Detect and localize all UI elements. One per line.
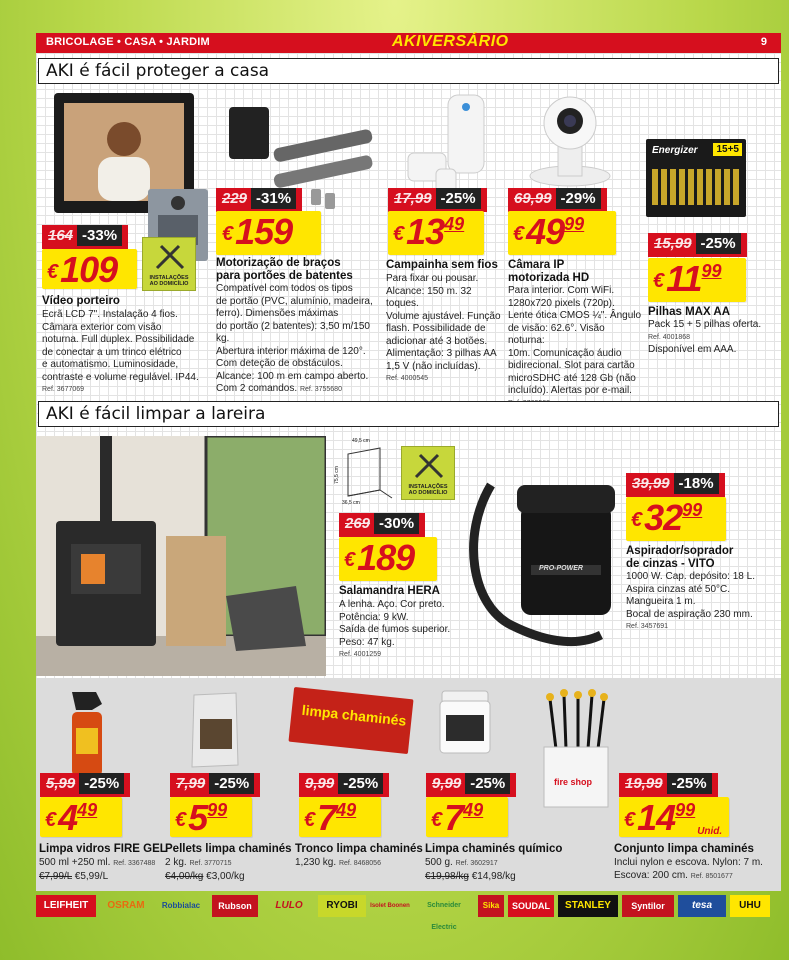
vac-desc-1: 1000 W. Cap. depósito: 18 L.: [626, 571, 755, 582]
motor-price: [216, 211, 321, 255]
chem-ref: Ref. 3602917: [455, 860, 498, 867]
camera-desc-6: bidirecional. Slot para cartão: [508, 360, 635, 371]
stove-dim-height: 75,5 cm: [333, 466, 340, 484]
bell-discount: -25%: [436, 188, 481, 209]
vacuum-label: PRO-POWER: [539, 565, 583, 572]
pellets-unit-now: €3,00/kg: [206, 870, 245, 882]
chem-desc: [425, 857, 555, 883]
chem-price: [426, 797, 508, 837]
bell-desc-4: flash. Possibilidade de: [386, 323, 486, 334]
pellets-desc: [165, 857, 290, 883]
glass-unit-was: €7,99/L: [39, 870, 72, 882]
motor-desc-4: do portão (2 batentes): 3,50 m/150 kg.: [216, 320, 370, 344]
badge-line1: INSTALAÇÕES: [149, 275, 189, 281]
stove-desc-4: Peso: 47 kg.: [339, 636, 395, 648]
log-currency: €: [304, 809, 316, 831]
log-price-dec: 49: [336, 800, 357, 820]
bell-desc-6: Alimentação: 3 pilhas AA: [386, 348, 497, 359]
ash-vacuum-image: [461, 455, 626, 650]
bell-name: Campainha sem fios: [386, 259, 498, 271]
pellets-currency: €: [175, 809, 187, 831]
motor-desc-3: ferro). Dimensões máximas: [216, 308, 339, 319]
motor-old-value: 229: [222, 190, 248, 207]
bell-desc-3: Volume ajustável. Função: [386, 310, 501, 322]
kit-unit: Unid.: [697, 826, 723, 837]
stove-price: [339, 537, 437, 581]
camera-name: [508, 259, 589, 285]
glass-desc-1: 500 ml +250 ml.: [39, 857, 111, 868]
brand-logo-10: STANLEY: [558, 895, 618, 917]
chem-price-dec: 49: [463, 800, 484, 820]
pellets-discount: -25%: [209, 773, 254, 794]
chimney-chemical-image: [436, 689, 494, 755]
camera-name-1: Câmara IP: [508, 259, 565, 271]
camera-desc: [508, 285, 643, 410]
vac-desc-4: Bocal de aspiração 230 mm.: [626, 608, 753, 620]
kit-old-price: [619, 773, 718, 797]
stove-desc-2: Potência: 9 kW.: [339, 611, 409, 623]
glass-price: [40, 797, 122, 837]
stove-old-value: 269: [345, 515, 371, 532]
batt-price: [648, 258, 746, 302]
video-ref: Ref. 3677069: [42, 386, 85, 393]
stove-dimensions: [333, 438, 396, 508]
ip-camera-image: [520, 91, 620, 191]
batteries-image: [646, 139, 746, 217]
chem-unit-now: €14,98/kg: [471, 870, 516, 882]
batt-desc-2: Disponível em AAA.: [648, 344, 737, 355]
vac-desc-2: Aspira cinzas até 50°C.: [626, 583, 731, 595]
motor-old-price: [216, 188, 302, 212]
video-desc-4: de conectar a um trinco elétrico: [42, 346, 182, 358]
log-name: Tronco limpa chaminés: [295, 843, 423, 855]
vac-discount: -18%: [674, 473, 719, 494]
camera-desc-8: incluído). Alertas por e-mail.: [508, 385, 632, 396]
bell-desc-1: Para fixar ou pousar.: [386, 273, 479, 284]
brand-logo-6: Isolet Boonen: [370, 903, 410, 909]
vac-desc-3: Mangueira 1 m.: [626, 596, 696, 607]
bell-desc-7: 1,5 V (não incluídas).: [386, 360, 481, 372]
vac-name-2: de cinzas - VITO: [626, 558, 715, 570]
batt-price-dec: 99: [701, 261, 722, 281]
brand-logo-2: Robbialac: [161, 901, 201, 910]
kit-desc-2: Escova: 200 cm.: [614, 869, 688, 881]
glass-cleaner-image: [62, 688, 112, 778]
batt-old-price: [648, 233, 747, 257]
chemical-tub-icon: [436, 689, 494, 755]
glass-old-value: 5,99: [46, 775, 76, 792]
pellets-old-value: 7,99: [176, 775, 206, 792]
header-bar: [36, 33, 781, 53]
kit-price-dec: 99: [675, 800, 696, 820]
video-discount: -33%: [77, 225, 122, 246]
kit-name: Conjunto limpa chaminés: [614, 843, 754, 855]
stove-old-price: [339, 513, 425, 537]
log-price: [299, 797, 381, 837]
chem-price-int: 7: [444, 797, 464, 838]
stove-dim-depth: 36,5 cm: [342, 500, 360, 506]
camera-desc-1: Para interior. Com WiFi.: [508, 285, 615, 296]
camera-name-2: motorizada HD: [508, 272, 590, 284]
video-desc: [42, 309, 212, 397]
ip-camera-icon: [520, 91, 620, 191]
install-badge-1: [142, 237, 196, 291]
video-currency: €: [47, 261, 59, 283]
pellets-price-dec: 99: [207, 800, 228, 820]
video-desc-6: contraste e volume regulável. IP44.: [42, 371, 199, 383]
camera-desc-5: 10m. Comunicação áudio: [508, 347, 622, 359]
pellets-bag-icon: [188, 689, 243, 769]
bell-currency: €: [393, 223, 405, 245]
batt-name: Pilhas MAX AA: [648, 306, 731, 318]
batt-ref: Ref. 4001868: [648, 333, 691, 341]
motor-desc-8: Com 2 comandos.: [216, 383, 298, 394]
stove-name: Salamandra HERA: [339, 585, 440, 597]
category-label: BRICOLAGE • CASA • JARDIM: [46, 36, 210, 48]
kit-price: [619, 797, 729, 837]
log-discount: -25%: [338, 773, 383, 794]
brand-logo-8: Sika: [478, 895, 504, 917]
camera-price: [508, 211, 616, 255]
log-desc-1: 1,230 kg.: [295, 857, 337, 868]
chem-old-price: [426, 773, 516, 797]
pellets-old-price: [170, 773, 260, 797]
camera-desc-4: de visão: 62.6°. Visão noturna:: [508, 322, 605, 346]
kit-price-int: 14: [637, 797, 676, 838]
vac-name: [626, 545, 733, 571]
bell-desc-5: adicionar até 3 botões.: [386, 335, 488, 347]
brand-title: AKIVERSÁRIO: [392, 33, 509, 50]
motor-name-2: para portões de batentes: [216, 270, 353, 282]
section-title-fireplace: AKI é fácil limpar a lareira: [38, 401, 779, 427]
kit-desc-1: Inclui nylon e escova. Nylon: 7 m.: [614, 857, 763, 868]
brand-logo-5: RYOBI: [318, 895, 366, 917]
motor-price-int: 159: [235, 211, 293, 252]
chem-desc-1: 500 g.: [425, 857, 453, 868]
camera-desc-7: microSDHC até 128 Gb (não: [508, 372, 636, 384]
kit-old-value: 19,99: [625, 775, 663, 792]
bell-old-value: 17,99: [394, 190, 432, 207]
video-desc-3: noturna. Full duplex. Possibilidade: [42, 334, 195, 345]
brand-logo-0: LEIFHEIT: [36, 895, 96, 917]
bell-price: [388, 211, 484, 255]
batt-old-value: 15,99: [654, 235, 692, 252]
video-name: Vídeo porteiro: [42, 295, 120, 307]
batt-desc: [648, 319, 773, 357]
camera-discount: -29%: [556, 188, 601, 209]
bell-price-int: 13: [406, 211, 445, 252]
camera-old-value: 69,99: [514, 190, 552, 207]
tools-icon: [143, 238, 197, 278]
battery-pack-brand: Energizer: [652, 145, 698, 156]
kit-ref: Ref. 8501677: [690, 872, 733, 880]
chem-old-value: 9,99: [432, 775, 462, 792]
motor-desc: [216, 283, 386, 397]
vac-desc: [626, 571, 776, 634]
tools-icon: [402, 447, 456, 487]
spray-bottle-icon: [62, 688, 112, 778]
glass-old-price: [40, 773, 130, 797]
stove-currency: €: [344, 549, 356, 571]
batteries-icon: [646, 139, 746, 217]
log-old-price: [299, 773, 389, 797]
motor-name: [216, 257, 353, 283]
section-title-protect: AKI é fácil proteger a casa: [38, 58, 779, 84]
bell-ref: Ref. 4000545: [386, 375, 429, 382]
vac-old-price: [626, 473, 725, 497]
chimney-kit-image: [536, 689, 616, 809]
camera-desc-2: 1280x720 pixels (720p).: [508, 297, 615, 309]
camera-price-dec: 99: [564, 214, 585, 234]
stove-dim-width: 49,5 cm: [352, 438, 370, 444]
log-old-value: 9,99: [305, 775, 335, 792]
brand-logo-3: Rubson: [212, 895, 258, 917]
page-number: 9: [760, 36, 767, 48]
vac-name-1: Aspirador/soprador: [626, 545, 734, 557]
glass-name: Limpa vidros FIRE GEL: [39, 843, 167, 855]
video-old-value: 164: [48, 227, 74, 244]
chem-name: Limpa chaminés químico: [425, 843, 563, 855]
log-price-int: 7: [317, 797, 337, 838]
glass-price-dec: 49: [77, 800, 98, 820]
camera-old-price: [508, 188, 607, 212]
stove-desc: [339, 599, 459, 662]
bell-old-price: [388, 188, 487, 212]
pellets-desc-1: 2 kg.: [165, 857, 187, 868]
badge-line2: AO DOMICÍLIO: [149, 281, 189, 287]
bell-desc: [386, 273, 506, 386]
motor-currency: €: [222, 223, 234, 245]
bell-price-dec: 49: [444, 214, 465, 234]
glass-desc: [39, 857, 164, 883]
content-sheet: [36, 53, 781, 891]
vac-price-int: 32: [644, 497, 683, 538]
motor-desc-7: Alcance: 100 m em campo aberto.: [216, 370, 369, 382]
vac-price: [626, 497, 726, 541]
log-box-text: limpa chaminés: [301, 701, 408, 729]
motor-desc-5: Abertura interior máxima de 120°.: [216, 345, 366, 357]
video-old-price: [42, 225, 128, 249]
batt-desc-1: Pack 15 + 5 pilhas oferta.: [648, 319, 762, 330]
video-price: [42, 249, 137, 289]
camera-price-int: 49: [526, 211, 565, 252]
motor-desc-1: Compatível com todos os tipos: [216, 283, 353, 294]
vac-price-dec: 99: [682, 500, 703, 520]
camera-currency: €: [513, 223, 525, 245]
batt-discount: -25%: [696, 233, 741, 254]
video-price-int: 109: [60, 249, 118, 290]
glass-price-int: 4: [58, 797, 78, 838]
video-desc-1: Ecrã LCD 7". Instalação 4 fios.: [42, 309, 178, 320]
motor-name-1: Motorização de braços: [216, 257, 341, 269]
camera-desc-3: Lente ótica CMOS ¼". Ângulo: [508, 310, 642, 321]
pellets-price: [170, 797, 252, 837]
vac-currency: €: [631, 509, 643, 531]
stove-ref: Ref. 4001259: [339, 651, 382, 658]
ash-vacuum-icon: [461, 455, 626, 650]
stove-room-image: [36, 436, 326, 676]
brand-logo-13: UHU: [730, 895, 770, 917]
glass-discount: -25%: [79, 773, 124, 794]
batt-currency: €: [653, 270, 665, 292]
stove-discount: -30%: [374, 513, 419, 534]
bell-desc-2: Alcance: 150 m. 32 toques.: [386, 285, 472, 309]
chem-discount: -25%: [465, 773, 510, 794]
pellets-price-int: 5: [188, 797, 208, 838]
stove-icon: [36, 436, 326, 676]
pellets-image: [188, 689, 243, 769]
brand-logo-7: Schneider Electric: [427, 902, 461, 931]
brand-logos-strip: [36, 895, 781, 931]
kit-discount: -25%: [667, 773, 712, 794]
vac-ref: Ref. 3457691: [626, 623, 669, 630]
pellets-name: Pellets limpa chaminés: [165, 843, 292, 855]
brand-logo-11: Syntilor: [622, 895, 674, 917]
motor-ref: Ref. 3755680: [299, 386, 342, 393]
video-desc-2: Câmara exterior com visão: [42, 321, 162, 333]
brand-logo-12: tesa: [678, 895, 726, 917]
install-badge-2: [401, 446, 455, 500]
glass-ref: Ref. 3367488: [113, 860, 156, 867]
motor-desc-2: de portão (PVC, alumínio, madeira,: [216, 295, 373, 307]
brush-kit-icon: [536, 689, 616, 809]
glass-unit-now: €5,99/L: [74, 870, 109, 882]
vac-old-value: 39,99: [632, 475, 670, 492]
brand-logo-9: SOUDAL: [508, 895, 554, 917]
stove-desc-3: Saída de fumos superior.: [339, 624, 451, 635]
badge2-line2: AO DOMICÍLIO: [408, 490, 448, 496]
chem-currency: €: [431, 809, 443, 831]
brand-logo-4: LULO: [275, 900, 303, 911]
chem-unit-was: €19,98/kg: [425, 870, 469, 882]
motor-discount: -31%: [251, 188, 296, 209]
kit-box-text: fire shop: [554, 777, 593, 787]
badge2-line1: INSTALAÇÕES: [408, 484, 448, 490]
log-ref: Ref. 8468056: [338, 860, 381, 867]
glass-currency: €: [45, 809, 57, 831]
log-desc: [295, 857, 420, 871]
stove-desc-1: A lenha. Aço. Cor preto.: [339, 599, 445, 610]
brand-logo-1: OSRAM: [107, 900, 145, 911]
battery-pack-offer: 15+5: [713, 143, 742, 156]
motor-desc-6: Com deteção de obstáculos.: [216, 358, 343, 369]
video-desc-5: e automatismo. Luminosidade,: [42, 359, 179, 370]
pellets-ref: Ref. 3770715: [189, 860, 232, 867]
kit-currency: €: [624, 809, 636, 831]
dimension-cube-icon: [333, 438, 396, 508]
batt-price-int: 11: [666, 258, 702, 299]
stove-price-int: 189: [357, 537, 415, 578]
pellets-unit-was: €4,00/kg: [165, 870, 204, 882]
kit-desc: [614, 857, 779, 883]
